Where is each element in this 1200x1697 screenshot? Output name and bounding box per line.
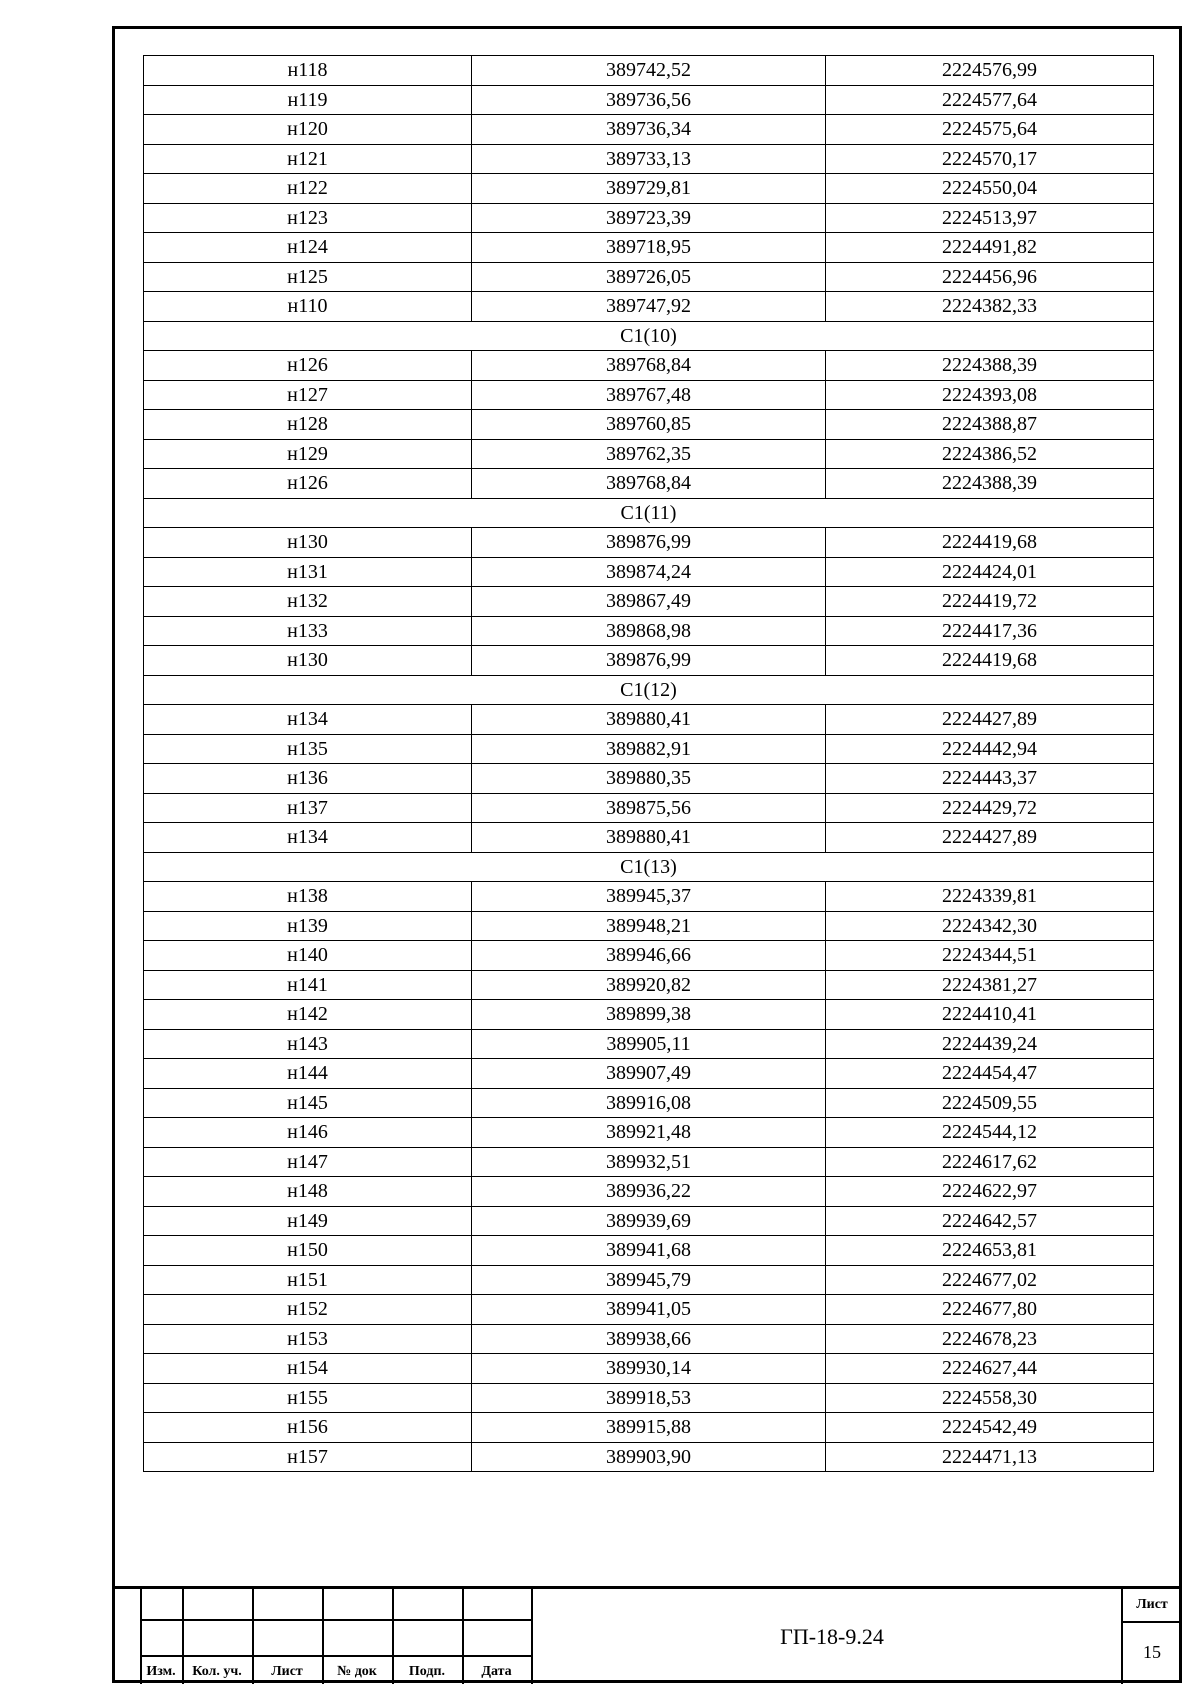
y-coordinate-cell: 2224410,41 xyxy=(826,1000,1154,1030)
x-coordinate-cell: 389762,35 xyxy=(472,439,826,469)
point-name-cell: н142 xyxy=(144,1000,472,1030)
table-row xyxy=(144,734,1154,764)
y-coordinate-cell: 2224419,72 xyxy=(826,587,1154,617)
x-coordinate-cell: 389876,99 xyxy=(472,528,826,558)
section-label: С1(10) xyxy=(144,321,1154,351)
table-row xyxy=(144,1088,1154,1118)
point-name-cell: н134 xyxy=(144,823,472,853)
table-row xyxy=(144,292,1154,322)
table-row xyxy=(144,380,1154,410)
point-name-cell: н136 xyxy=(144,764,472,794)
point-name-cell: н123 xyxy=(144,203,472,233)
stamp-line xyxy=(140,1619,531,1621)
y-coordinate-cell: 2224381,27 xyxy=(826,970,1154,1000)
point-name-cell: н126 xyxy=(144,469,472,499)
point-name-cell: н155 xyxy=(144,1383,472,1413)
x-coordinate-cell: 389932,51 xyxy=(472,1147,826,1177)
point-name-cell: н149 xyxy=(144,1206,472,1236)
x-coordinate-cell: 389767,48 xyxy=(472,380,826,410)
table-row xyxy=(144,1206,1154,1236)
point-name-cell: н128 xyxy=(144,410,472,440)
table-row xyxy=(144,144,1154,174)
x-coordinate-cell: 389718,95 xyxy=(472,233,826,263)
coordinates-table xyxy=(143,55,1154,1472)
y-coordinate-cell: 2224509,55 xyxy=(826,1088,1154,1118)
x-coordinate-cell: 389733,13 xyxy=(472,144,826,174)
x-coordinate-cell: 389939,69 xyxy=(472,1206,826,1236)
y-coordinate-cell: 2224342,30 xyxy=(826,911,1154,941)
table-row xyxy=(144,439,1154,469)
y-coordinate-cell: 2224339,81 xyxy=(826,882,1154,912)
x-coordinate-cell: 389948,21 xyxy=(472,911,826,941)
table-row xyxy=(144,56,1154,86)
table-row xyxy=(144,587,1154,617)
point-name-cell: н146 xyxy=(144,1118,472,1148)
x-coordinate-cell: 389747,92 xyxy=(472,292,826,322)
point-name-cell: н134 xyxy=(144,705,472,735)
x-coordinate-cell: 389930,14 xyxy=(472,1354,826,1384)
table-row xyxy=(144,793,1154,823)
x-coordinate-cell: 389907,49 xyxy=(472,1059,826,1089)
y-coordinate-cell: 2224443,37 xyxy=(826,764,1154,794)
stamp-col-date: Дата xyxy=(481,1664,512,1679)
y-coordinate-cell: 2224456,96 xyxy=(826,262,1154,292)
y-coordinate-cell: 2224491,82 xyxy=(826,233,1154,263)
y-coordinate-cell: 2224417,36 xyxy=(826,616,1154,646)
x-coordinate-cell: 389760,85 xyxy=(472,410,826,440)
x-coordinate-cell: 389736,34 xyxy=(472,115,826,145)
point-name-cell: н152 xyxy=(144,1295,472,1325)
stamp-col-kol-uch: Кол. уч. xyxy=(192,1664,242,1679)
point-name-cell: н145 xyxy=(144,1088,472,1118)
table-row xyxy=(144,203,1154,233)
point-name-cell: н130 xyxy=(144,528,472,558)
stamp-line xyxy=(140,1655,531,1657)
x-coordinate-cell: 389768,84 xyxy=(472,351,826,381)
x-coordinate-cell: 389915,88 xyxy=(472,1413,826,1443)
x-coordinate-cell: 389941,68 xyxy=(472,1236,826,1266)
point-name-cell: н151 xyxy=(144,1265,472,1295)
section-label: С1(13) xyxy=(144,852,1154,882)
point-name-cell: н153 xyxy=(144,1324,472,1354)
y-coordinate-cell: 2224386,52 xyxy=(826,439,1154,469)
stamp-col-doc: № док xyxy=(337,1664,377,1679)
table-row xyxy=(144,115,1154,145)
y-coordinate-cell: 2224424,01 xyxy=(826,557,1154,587)
y-coordinate-cell: 2224558,30 xyxy=(826,1383,1154,1413)
point-name-cell: н118 xyxy=(144,56,472,86)
y-coordinate-cell: 2224393,08 xyxy=(826,380,1154,410)
x-coordinate-cell: 389768,84 xyxy=(472,469,826,499)
y-coordinate-cell: 2224388,87 xyxy=(826,410,1154,440)
x-coordinate-cell: 389880,35 xyxy=(472,764,826,794)
x-coordinate-cell: 389946,66 xyxy=(472,941,826,971)
point-name-cell: н139 xyxy=(144,911,472,941)
point-name-cell: н137 xyxy=(144,793,472,823)
x-coordinate-cell: 389729,81 xyxy=(472,174,826,204)
x-coordinate-cell: 389916,08 xyxy=(472,1088,826,1118)
y-coordinate-cell: 2224419,68 xyxy=(826,646,1154,676)
title-block xyxy=(112,1586,1182,1683)
table-row xyxy=(144,351,1154,381)
y-coordinate-cell: 2224575,64 xyxy=(826,115,1154,145)
point-name-cell: н125 xyxy=(144,262,472,292)
table-row xyxy=(144,970,1154,1000)
y-coordinate-cell: 2224617,62 xyxy=(826,1147,1154,1177)
document-code: ГП-18-9.24 xyxy=(780,1624,884,1649)
y-coordinate-cell: 2224427,89 xyxy=(826,823,1154,853)
x-coordinate-cell: 389880,41 xyxy=(472,823,826,853)
y-coordinate-cell: 2224442,94 xyxy=(826,734,1154,764)
y-coordinate-cell: 2224429,72 xyxy=(826,793,1154,823)
point-name-cell: н141 xyxy=(144,970,472,1000)
table-row xyxy=(144,1147,1154,1177)
x-coordinate-cell: 389742,52 xyxy=(472,56,826,86)
section-header-row xyxy=(144,498,1154,528)
y-coordinate-cell: 2224677,80 xyxy=(826,1295,1154,1325)
point-name-cell: н127 xyxy=(144,380,472,410)
table-row xyxy=(144,174,1154,204)
point-name-cell: н121 xyxy=(144,144,472,174)
table-row xyxy=(144,882,1154,912)
section-header-row xyxy=(144,852,1154,882)
point-name-cell: н154 xyxy=(144,1354,472,1384)
x-coordinate-cell: 389945,79 xyxy=(472,1265,826,1295)
x-coordinate-cell: 389726,05 xyxy=(472,262,826,292)
point-name-cell: н156 xyxy=(144,1413,472,1443)
table-row xyxy=(144,1000,1154,1030)
y-coordinate-cell: 2224577,64 xyxy=(826,85,1154,115)
point-name-cell: н150 xyxy=(144,1236,472,1266)
table-row xyxy=(144,557,1154,587)
point-name-cell: н147 xyxy=(144,1147,472,1177)
x-coordinate-cell: 389918,53 xyxy=(472,1383,826,1413)
x-coordinate-cell: 389736,56 xyxy=(472,85,826,115)
section-header-row xyxy=(144,675,1154,705)
y-coordinate-cell: 2224550,04 xyxy=(826,174,1154,204)
table-row xyxy=(144,1177,1154,1207)
y-coordinate-cell: 2224627,44 xyxy=(826,1354,1154,1384)
x-coordinate-cell: 389723,39 xyxy=(472,203,826,233)
table-row xyxy=(144,1295,1154,1325)
y-coordinate-cell: 2224454,47 xyxy=(826,1059,1154,1089)
table-row xyxy=(144,85,1154,115)
table-row xyxy=(144,262,1154,292)
table-row xyxy=(144,1383,1154,1413)
point-name-cell: н130 xyxy=(144,646,472,676)
y-coordinate-cell: 2224544,12 xyxy=(826,1118,1154,1148)
table-row xyxy=(144,528,1154,558)
sheet-label: Лист xyxy=(1136,1597,1168,1612)
x-coordinate-cell: 389905,11 xyxy=(472,1029,826,1059)
y-coordinate-cell: 2224382,33 xyxy=(826,292,1154,322)
point-name-cell: н132 xyxy=(144,587,472,617)
x-coordinate-cell: 389941,05 xyxy=(472,1295,826,1325)
x-coordinate-cell: 389880,41 xyxy=(472,705,826,735)
table-row xyxy=(144,646,1154,676)
x-coordinate-cell: 389938,66 xyxy=(472,1324,826,1354)
y-coordinate-cell: 2224388,39 xyxy=(826,469,1154,499)
point-name-cell: н129 xyxy=(144,439,472,469)
table-row xyxy=(144,1354,1154,1384)
point-name-cell: н126 xyxy=(144,351,472,381)
point-name-cell: н140 xyxy=(144,941,472,971)
stamp-col-podp: Подп. xyxy=(408,1664,446,1679)
table-row xyxy=(144,1059,1154,1089)
x-coordinate-cell: 389876,99 xyxy=(472,646,826,676)
y-coordinate-cell: 2224542,49 xyxy=(826,1413,1154,1443)
section-label: С1(12) xyxy=(144,675,1154,705)
point-name-cell: н148 xyxy=(144,1177,472,1207)
sheet-number: 15 xyxy=(1143,1642,1161,1662)
point-name-cell: н144 xyxy=(144,1059,472,1089)
table-row xyxy=(144,823,1154,853)
point-name-cell: н135 xyxy=(144,734,472,764)
section-header-row xyxy=(144,321,1154,351)
table-row xyxy=(144,616,1154,646)
x-coordinate-cell: 389882,91 xyxy=(472,734,826,764)
stamp-col-izm: Изм. xyxy=(146,1664,176,1679)
stamp-col-list: Лист xyxy=(271,1664,303,1679)
y-coordinate-cell: 2224570,17 xyxy=(826,144,1154,174)
x-coordinate-cell: 389899,38 xyxy=(472,1000,826,1030)
x-coordinate-cell: 389903,90 xyxy=(472,1442,826,1472)
point-name-cell: н138 xyxy=(144,882,472,912)
x-coordinate-cell: 389868,98 xyxy=(472,616,826,646)
table-row xyxy=(144,469,1154,499)
point-name-cell: н157 xyxy=(144,1442,472,1472)
x-coordinate-cell: 389875,56 xyxy=(472,793,826,823)
y-coordinate-cell: 2224513,97 xyxy=(826,203,1154,233)
table-row xyxy=(144,941,1154,971)
x-coordinate-cell: 389921,48 xyxy=(472,1118,826,1148)
point-name-cell: н122 xyxy=(144,174,472,204)
y-coordinate-cell: 2224678,23 xyxy=(826,1324,1154,1354)
y-coordinate-cell: 2224344,51 xyxy=(826,941,1154,971)
y-coordinate-cell: 2224622,97 xyxy=(826,1177,1154,1207)
point-name-cell: н143 xyxy=(144,1029,472,1059)
table-row xyxy=(144,1236,1154,1266)
y-coordinate-cell: 2224388,39 xyxy=(826,351,1154,381)
x-coordinate-cell: 389874,24 xyxy=(472,557,826,587)
table-row xyxy=(144,1265,1154,1295)
point-name-cell: н110 xyxy=(144,292,472,322)
x-coordinate-cell: 389945,37 xyxy=(472,882,826,912)
y-coordinate-cell: 2224439,24 xyxy=(826,1029,1154,1059)
point-name-cell: н124 xyxy=(144,233,472,263)
table-row xyxy=(144,1029,1154,1059)
x-coordinate-cell: 389936,22 xyxy=(472,1177,826,1207)
table-row xyxy=(144,233,1154,263)
y-coordinate-cell: 2224677,02 xyxy=(826,1265,1154,1295)
table-row xyxy=(144,764,1154,794)
section-label: С1(11) xyxy=(144,498,1154,528)
table-row xyxy=(144,1324,1154,1354)
table-row xyxy=(144,911,1154,941)
y-coordinate-cell: 2224471,13 xyxy=(826,1442,1154,1472)
y-coordinate-cell: 2224576,99 xyxy=(826,56,1154,86)
x-coordinate-cell: 389920,82 xyxy=(472,970,826,1000)
point-name-cell: н131 xyxy=(144,557,472,587)
point-name-cell: н133 xyxy=(144,616,472,646)
y-coordinate-cell: 2224427,89 xyxy=(826,705,1154,735)
table-row xyxy=(144,705,1154,735)
y-coordinate-cell: 2224642,57 xyxy=(826,1206,1154,1236)
table-row xyxy=(144,1413,1154,1443)
point-name-cell: н119 xyxy=(144,85,472,115)
table-row xyxy=(144,1118,1154,1148)
y-coordinate-cell: 2224419,68 xyxy=(826,528,1154,558)
point-name-cell: н120 xyxy=(144,115,472,145)
table-row xyxy=(144,410,1154,440)
y-coordinate-cell: 2224653,81 xyxy=(826,1236,1154,1266)
table-row xyxy=(144,1442,1154,1472)
x-coordinate-cell: 389867,49 xyxy=(472,587,826,617)
